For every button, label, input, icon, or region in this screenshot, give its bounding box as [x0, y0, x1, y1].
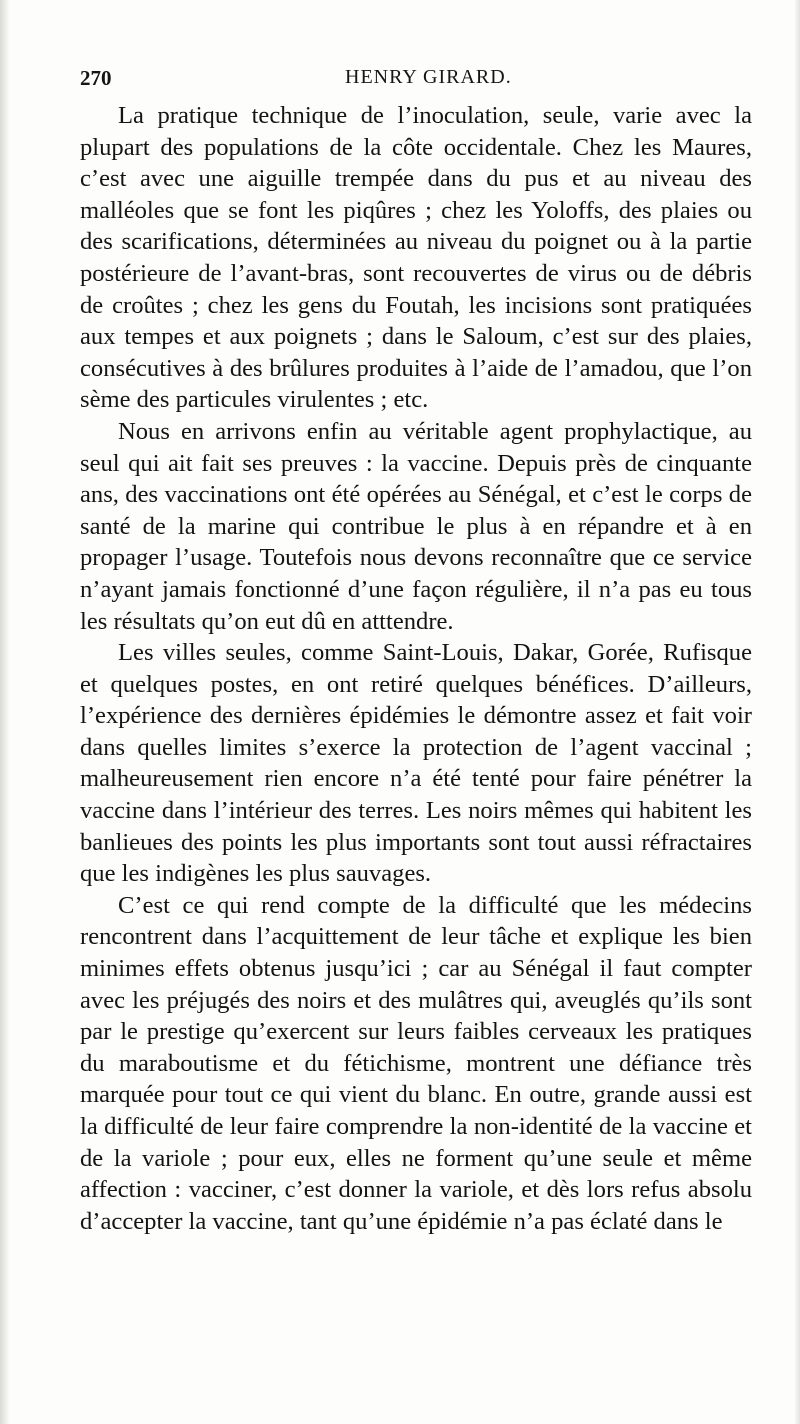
body-text: [80, 100, 752, 1237]
page-edge-shadow-right: [794, 0, 800, 1424]
running-head: HENRY GIRARD.: [345, 66, 512, 88]
page-header: [80, 62, 750, 98]
paragraph-inoculation: La pratique technique de l’inoculation, seule, varie avec la plupart des populations de la côte occidentale. Chez les Maures, c’est avec une aiguille trempée dans du pus et au niveau des malléoles que se font les piqûres ; chez les Yoloffs, des plaies ou des scarifications, déterminées au niveau du poignet ou à la partie postérieure de l’avant-bras, sont recouvertes de virus ou de débris de croûtes ; chez les gens du Foutah, les incisions sont pratiquées aux tempes et aux poignets ; dans le Saloum, c’est sur des plaies, consécutives à des brûlures produites à l’aide de l’amadou, que l’on sème des particules virulentes ; etc.: [80, 102, 752, 414]
paragraph-vaccine: Nous en arrivons enfin au véritable agent prophylactique, au seul qui ait fait ses preuves : la vaccine. Depuis près de cinquante ans, des vaccinations ont été opérées au Sénégal, et c’est le corps de santé de la marine qui contribue le plus à en répandre et à en propager l’usage. Toutefois nous devons reconnaître que ce service n’ayant jamais fonctionné d’une façon régulière, il n’a pas eu tous les résultats qu’on eut dû en atttendre.: [80, 417, 752, 635]
paragraph-difficulte: C’est ce qui rend compte de la difficulté que les médecins rencontrent dans l’acquittement de leur tâche et explique les bien minimes effets obtenus jusqu’ici ; car au Sénégal il faut compter avec les préjugés des noirs et des mulâtres qui, aveuglés qu’ils sont par le prestige qu’exercent sur leurs faibles cerveaux les pratiques du maraboutisme et du fétichisme, montrent une défiance très marquée pour tout ce qui vient du blanc. En outre, grande aussi est la difficulté de leur faire comprendre la non-identité de la vaccine et de la variole ; pour eux, elles ne forment qu’une seule et même affection : vacciner, c’est donner la variole, et dès lors refus absolu d’accepter la vaccine, tant qu’une épidémie n’a pas éclaté dans le: [80, 891, 752, 1235]
paragraph-villes: Les villes seules, comme Saint-Louis, Dakar, Gorée, Rufisque et quelques postes, en ont retiré quelques bénéfices. D’ailleurs, l’expérience des dernières épidémies le démontre assez et fait voir dans quelles limites s’exerce la protection de l’agent vaccinal ; malheureusement rien encore n’a été tenté pour faire pénétrer la vaccine dans l’intérieur des terres. Les noirs mêmes qui habitent les banlieues des points les plus importants sont tout aussi réfractaires que les indigènes les plus sauvages.: [80, 639, 752, 888]
page-edge-shadow-left: [0, 0, 10, 1424]
page-number: 270: [80, 66, 112, 90]
